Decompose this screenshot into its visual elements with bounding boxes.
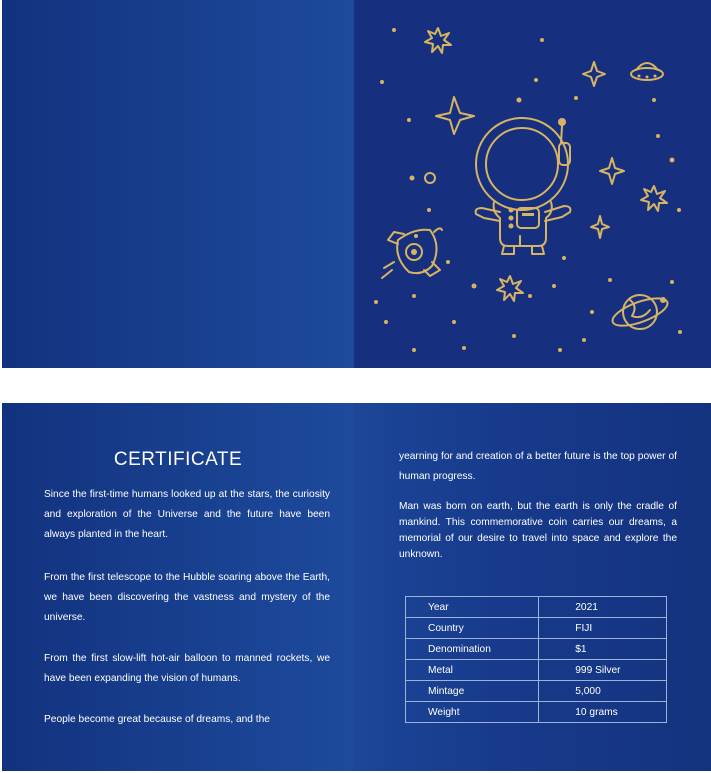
- table-row: [406, 702, 667, 723]
- ufo-icon: [631, 63, 663, 80]
- certificate-paragraph-4: People become great because of dreams, and the: [44, 714, 270, 725]
- certificate-paragraph-3: From the first slow-lift hot-air balloon to manned rockets, we have been expanding the vision of humans.: [44, 653, 330, 684]
- rocket-icon: [382, 228, 442, 278]
- spec-value: 5,000: [539, 681, 667, 702]
- certificate-paragraph-6: Man was born on earth, but the earth is only the cradle of mankind. This commemorative coin carries our dreams, a memorial of our desire to travel into space and explore the unknown.: [399, 501, 677, 560]
- table-row: [406, 618, 667, 639]
- spec-value: 2021: [539, 597, 667, 618]
- certificate-paragraph-1: Since the first-time humans looked up at the stars, the curiosity and exploration of the Universe and the future have been always planted in the heart.: [44, 489, 330, 540]
- spec-label: Metal: [406, 660, 539, 681]
- certificate-right-page: [354, 403, 711, 771]
- table-row: [406, 681, 667, 702]
- planet-icon: [609, 293, 670, 332]
- spec-label: Year: [406, 597, 539, 618]
- certificate-left-page: [2, 403, 354, 771]
- spec-label: Weight: [406, 702, 539, 723]
- spec-value: $1: [539, 639, 667, 660]
- spec-value: 999 Silver: [539, 660, 667, 681]
- spec-label: Mintage: [406, 681, 539, 702]
- certificate-paragraph-5: yearning for and creation of a better future is the top power of human progress.: [399, 451, 677, 482]
- table-row: [406, 639, 667, 660]
- spec-value: 10 grams: [539, 702, 667, 723]
- spec-label: Country: [406, 618, 539, 639]
- cover-illustration-panel: [354, 0, 711, 368]
- astronaut-icon: [476, 118, 571, 254]
- star-icon: [425, 28, 667, 301]
- specs-table: [405, 596, 667, 723]
- certificate-title: CERTIFICATE: [113, 449, 243, 470]
- spec-value: FIJI: [539, 618, 667, 639]
- spec-label: Denomination: [406, 639, 539, 660]
- cover-left-panel: [2, 0, 354, 368]
- table-row: [406, 597, 667, 618]
- space-illustration: [354, 0, 711, 368]
- small-circle-icon: [425, 173, 435, 183]
- certificate-paragraph-2: From the first telescope to the Hubble soaring above the Earth, we have been discovering the vastness and mystery of the universe.: [44, 572, 330, 623]
- table-row: [406, 660, 667, 681]
